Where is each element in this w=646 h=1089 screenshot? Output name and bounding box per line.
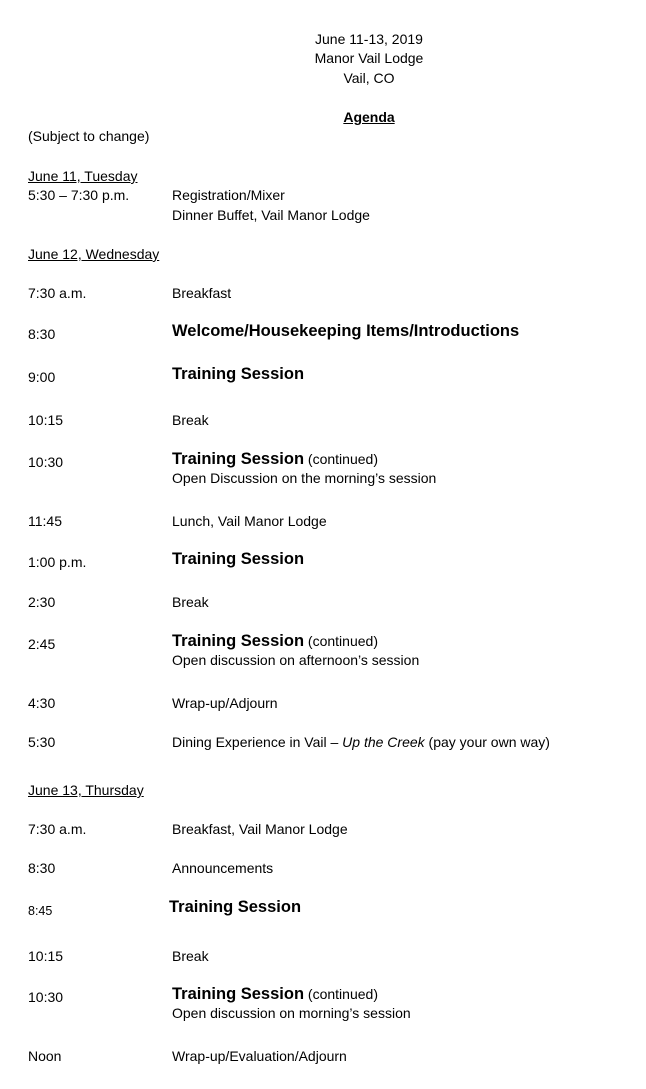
event-suffix: (continued) (304, 451, 378, 467)
subject-to-change-note: (Subject to change) (28, 128, 150, 144)
day-heading-june-12: June 12, Wednesday (28, 246, 160, 262)
agenda-time: 10:15 (28, 412, 64, 428)
agenda-event (172, 632, 419, 669)
event-dates: June 11-13, 2019 (315, 31, 423, 47)
event-title: Welcome/Housekeeping Items/Introductions (172, 322, 520, 340)
event-venue: Manor Vail Lodge (314, 50, 424, 66)
event-title: Training Session (172, 632, 305, 650)
event-suffix: (continued) (304, 986, 378, 1002)
agenda-event (172, 365, 304, 383)
agenda-time: 7:30 a.m. (28, 821, 87, 837)
agenda-event (172, 550, 304, 568)
agenda-time: Noon (28, 1048, 62, 1064)
event-line: Dinner Buffet, Vail Manor Lodge (172, 207, 370, 223)
agenda-time: 9:00 (28, 369, 56, 385)
agenda-time: 1:00 p.m. (28, 554, 87, 570)
agenda-title: Agenda (343, 109, 395, 125)
agenda-event: Breakfast, Vail Manor Lodge (172, 821, 348, 837)
event-title: Training Session (172, 365, 305, 383)
agenda-event (172, 450, 436, 487)
agenda-time: 11:45 (28, 513, 62, 529)
event-text: (pay your own way) (424, 734, 550, 750)
agenda-event: Wrap-up/Adjourn (172, 695, 278, 711)
agenda-event (169, 898, 301, 916)
event-venue-name: Up the Creek (342, 734, 425, 750)
event-suffix: (continued) (304, 633, 378, 649)
agenda-time: 10:15 (28, 948, 64, 964)
event-title: Training Session (169, 898, 302, 916)
agenda-time: 10:30 (28, 454, 64, 470)
agenda-event (172, 985, 411, 1022)
agenda-event: Break (172, 948, 209, 964)
event-line: Open discussion on morning’s session (172, 1005, 411, 1021)
event-line: Open Discussion on the morning’s session (172, 470, 437, 486)
day-heading-june-13: June 13, Thursday (28, 782, 144, 798)
agenda-event (172, 322, 519, 340)
agenda-time: 7:30 a.m. (28, 285, 87, 301)
event-line: Open discussion on afternoon’s session (172, 652, 420, 668)
event-line: Registration/Mixer (172, 187, 285, 203)
agenda-time: 8:30 (28, 326, 56, 342)
agenda-event: Announcements (172, 860, 274, 876)
agenda-time: 8:45 (28, 904, 53, 918)
agenda-event: Break (172, 594, 209, 610)
agenda-event: Breakfast (172, 285, 232, 301)
agenda-time: 8:30 (28, 860, 56, 876)
agenda-time: 10:30 (28, 989, 64, 1005)
event-title: Training Session (172, 450, 305, 468)
agenda-event: Break (172, 412, 209, 428)
agenda-time: 5:30 – 7:30 p.m. (28, 187, 130, 203)
event-title: Training Session (172, 985, 305, 1003)
agenda-event: Lunch, Vail Manor Lodge (172, 513, 327, 529)
agenda-event: Wrap-up/Evaluation/Adjourn (172, 1048, 347, 1064)
agenda-time: 2:45 (28, 636, 56, 652)
agenda-time: 4:30 (28, 695, 56, 711)
agenda-event (172, 186, 370, 224)
event-text: Dining Experience in Vail – (172, 734, 343, 750)
event-title: Training Session (172, 550, 305, 568)
agenda-event (172, 733, 550, 751)
day-heading-june-11: June 11, Tuesday (28, 168, 138, 184)
agenda-time: 2:30 (28, 594, 56, 610)
event-location: Vail, CO (343, 70, 395, 86)
agenda-time: 5:30 (28, 734, 56, 750)
